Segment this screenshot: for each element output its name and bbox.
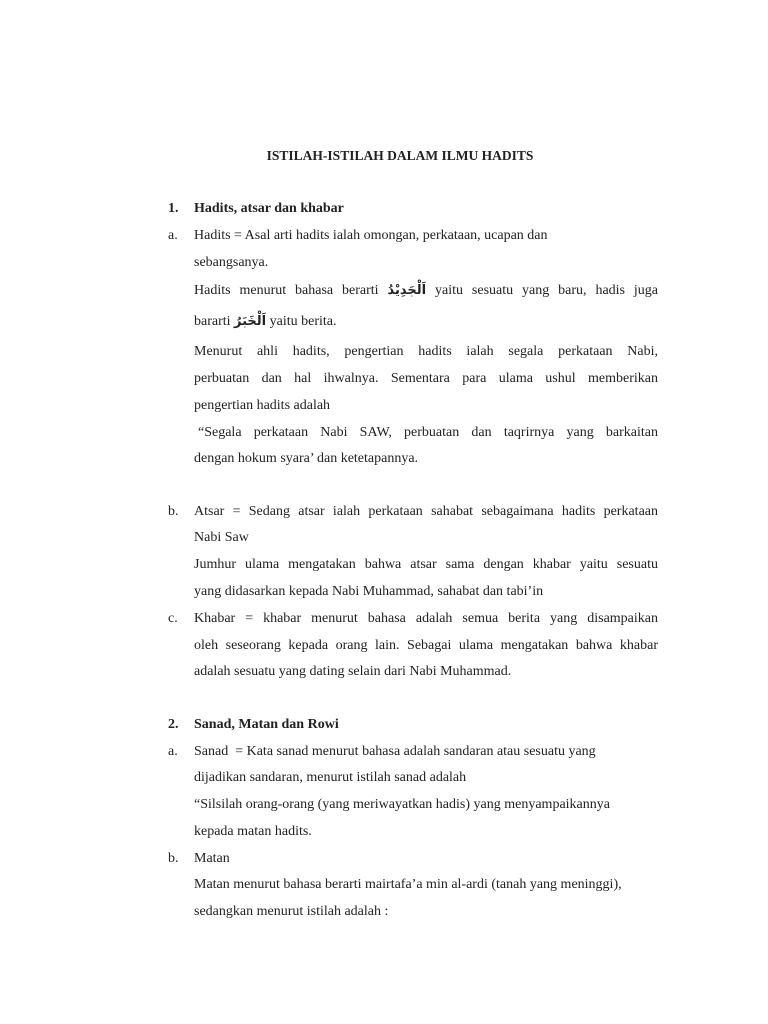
paragraph-line: sebangsanya. — [194, 255, 269, 270]
quote-line: kepada matan hadits. — [194, 824, 312, 839]
section-heading: Sanad, Matan dan Rowi — [194, 717, 339, 732]
list-marker: a. — [168, 744, 178, 759]
paragraph-line: Matan — [194, 851, 230, 866]
arabic-word: اَلْجَدِيْدُ — [387, 283, 427, 298]
list-marker: b. — [168, 851, 179, 866]
paragraph-line: perbuatan dan hal ihwalnya. Sementara para ulama ushul memberikan — [194, 371, 658, 386]
paragraph-line: Khabar = khabar menurut bahasa adalah semua berita yang disampaikan — [194, 611, 658, 626]
list-marker: c. — [168, 611, 178, 626]
section-heading: Hadits, atsar dan khabar — [194, 201, 344, 216]
document-title: ISTILAH-ISTILAH DALAM ILMU HADITS — [266, 148, 534, 163]
paragraph-line: Hadits = Asal arti hadits ialah omongan, perkataan, ucapan dan — [194, 228, 548, 243]
paragraph-line — [194, 282, 658, 300]
paragraph-line: Matan menurut bahasa berarti mairtafa’a min al-ardi (tanah yang meninggi), — [194, 877, 622, 892]
quote-line: “Silsilah orang-orang (yang meriwayatkan hadis) yang menyampaikannya — [194, 797, 610, 812]
paragraph-line: Jumhur ulama mengatakan bahwa atsar sama dengan khabar yaitu sesuatu — [194, 557, 658, 572]
text: yaitu sesuatu yang baru, hadis juga — [435, 283, 659, 298]
paragraph-line: yang didasarkan kepada Nabi Muhammad, sahabat dan tabi’in — [194, 584, 544, 599]
paragraph-line — [194, 313, 337, 331]
quote-line: “Segala perkataan Nabi SAW, perbuatan dan taqrirnya yang barkaitan — [198, 425, 658, 440]
paragraph-line: Atsar = Sedang atsar ialah perkataan sahabat sebagaimana hadits perkataan — [194, 504, 658, 519]
paragraph-line: Nabi Saw — [194, 530, 249, 545]
paragraph-line: sedangkan menurut istilah adalah : — [194, 904, 389, 919]
list-marker: a. — [168, 228, 178, 243]
arabic-word: اَلْخَبَرُ — [234, 314, 267, 329]
paragraph-line: Menurut ahli hadits, pengertian hadits ialah segala perkataan Nabi, — [194, 344, 658, 359]
section-number: 1. — [168, 201, 179, 216]
list-marker: b. — [168, 504, 179, 519]
paragraph-line: Sanad = Kata sanad menurut bahasa adalah sandaran atau sesuatu yang — [194, 744, 596, 759]
quote-line: dengan hokum syara’ dan ketetapannya. — [194, 451, 419, 466]
paragraph-line: oleh seseorang kepada orang lain. Sebagai ulama mengatakan bahwa khabar — [194, 638, 658, 653]
text: yaitu berita. — [269, 314, 337, 329]
section-number: 2. — [168, 717, 179, 732]
text: bararti — [194, 314, 231, 329]
paragraph-line: pengertian hadits adalah — [194, 398, 331, 413]
paragraph-line: dijadikan sandaran, menurut istilah sanad adalah — [194, 770, 467, 785]
paragraph-line: adalah sesuatu yang dating selain dari Nabi Muhammad. — [194, 664, 512, 679]
text: Hadits menurut bahasa berarti — [194, 283, 379, 298]
